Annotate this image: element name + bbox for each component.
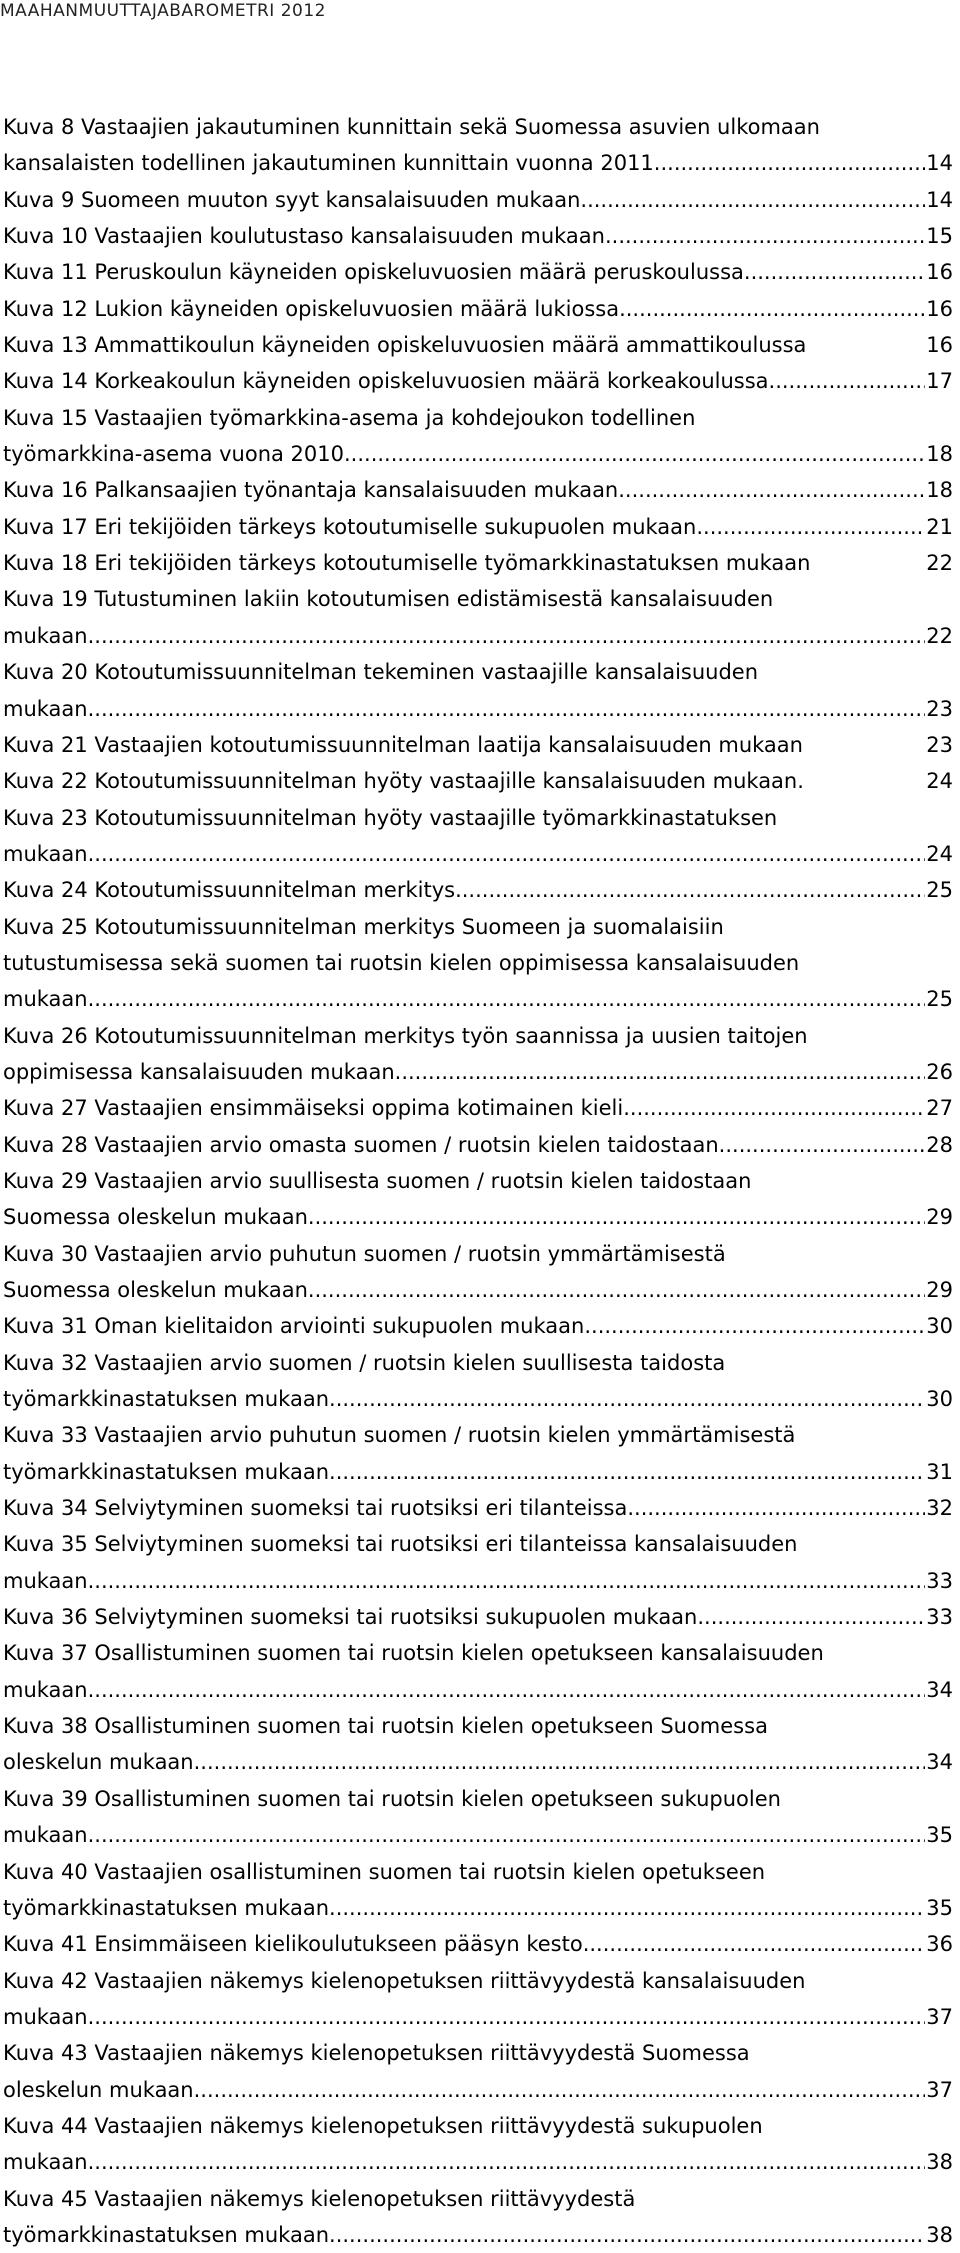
table-of-figures (3, 109, 953, 2253)
toc-page-number[interactable]: 32 (926, 1496, 953, 1521)
toc-entry-title: Kuva 25 Kotoutumissuunnitelman merkitys Suomeen ja suomalaisiin (3, 914, 724, 939)
dot-leader (88, 2144, 926, 2180)
running-header: MAAHANMUUTTAJABAROMETRI 2012 (0, 1, 326, 21)
toc-entry-line (3, 254, 953, 290)
dot-leader (308, 1199, 925, 1235)
toc-entry-line (3, 1599, 953, 1635)
toc-entry-title: Kuva 17 Eri tekijöiden tärkeys kotoutumiselle sukupuolen mukaan (3, 514, 697, 539)
toc-entry-line (3, 1090, 953, 1126)
toc-entry[interactable] (3, 400, 953, 473)
toc-page-number[interactable]: 15 (926, 224, 953, 249)
toc-entry-line (3, 581, 953, 617)
toc-entry-line (3, 618, 953, 654)
toc-entry-line (3, 1417, 953, 1453)
toc-entry-line (3, 327, 953, 363)
toc-page-number[interactable]: 16 (926, 296, 953, 321)
toc-entry-title: työmarkkinastatuksen mukaan (3, 1387, 330, 1412)
toc-entry[interactable] (3, 509, 953, 545)
dot-leader (619, 291, 925, 327)
toc-page-number[interactable]: 37 (926, 2004, 953, 2029)
toc-entry-title: Kuva 14 Korkeakoulun käyneiden opiskeluvuosien määrä korkeakoulussa (3, 369, 769, 394)
toc-entry-title: Kuva 20 Kotoutumissuunnitelman tekeminen vastaajille kansalaisuuden (3, 660, 759, 685)
toc-entry-line (3, 1236, 953, 1272)
toc-entry[interactable] (3, 254, 953, 290)
dot-leader (719, 1127, 926, 1163)
toc-entry-line (3, 909, 953, 945)
toc-page-number[interactable]: 16 (926, 260, 953, 285)
toc-page-number[interactable]: 14 (926, 187, 953, 212)
toc-entry[interactable] (3, 327, 953, 363)
toc-entry-title: Kuva 23 Kotoutumissuunnitelman hyöty vastaajille työmarkkinastatuksen (3, 805, 778, 830)
dot-leader (583, 1926, 926, 1962)
toc-entry[interactable] (3, 872, 953, 908)
toc-entry[interactable] (3, 1236, 953, 1309)
dot-leader (395, 1054, 926, 1090)
toc-page-number[interactable]: 33 (926, 1605, 953, 1630)
toc-entry-title: työmarkkinastatuksen mukaan (3, 1895, 330, 1920)
toc-entry-line (3, 763, 953, 799)
toc-entry-line (3, 1454, 953, 1490)
dot-leader (308, 1272, 925, 1308)
toc-entry-line (3, 1381, 953, 1417)
toc-entry-line (3, 291, 953, 327)
dot-leader (329, 1890, 925, 1926)
dot-leader (769, 363, 926, 399)
toc-entry-title: mukaan (3, 1677, 88, 1702)
toc-entry-title: Kuva 33 Vastaajien arvio puhutun suomen / ruotsin kielen ymmärtämisestä (3, 1423, 796, 1448)
dot-leader (88, 1672, 926, 1708)
toc-entry-title: Kuva 35 Selviytyminen suomeksi tai ruotsiksi eri tilanteissa kansalaisuuden (3, 1532, 798, 1557)
toc-entry-line (3, 1744, 953, 1780)
toc-entry[interactable] (3, 218, 953, 254)
toc-entry[interactable] (3, 1308, 953, 1344)
toc-entry-line (3, 1272, 953, 1308)
toc-entry[interactable] (3, 763, 953, 799)
toc-entry-line (3, 1018, 953, 1054)
toc-entry-line (3, 1308, 953, 1344)
toc-page-number[interactable]: 30 (926, 1387, 953, 1412)
toc-entry-title: Kuva 32 Vastaajien arvio suomen / ruotsin kielen suullisesta taidosta (3, 1350, 726, 1375)
toc-page-number[interactable]: 21 (926, 514, 953, 539)
toc-page-number[interactable]: 35 (926, 1823, 953, 1848)
toc-entry[interactable] (3, 1345, 953, 1418)
toc-entry[interactable] (3, 363, 953, 399)
toc-entry-title: mukaan (3, 2150, 88, 2175)
toc-entry-title: mukaan (3, 841, 88, 866)
toc-entry-line (3, 691, 953, 727)
toc-page-number[interactable]: 38 (926, 2222, 953, 2247)
toc-entry-title: Kuva 22 Kotoutumissuunnitelman hyöty vastaajille kansalaisuuden mukaan. (3, 769, 804, 794)
toc-page-number[interactable]: 38 (926, 2150, 953, 2175)
toc-entry[interactable] (3, 1127, 953, 1163)
toc-entry-line (3, 1781, 953, 1817)
toc-entry-line (3, 2035, 953, 2071)
toc-entry-title: mukaan (3, 2004, 88, 2029)
toc-entry-line (3, 1963, 953, 1999)
toc-entry[interactable] (3, 1708, 953, 1781)
toc-entry-title: Kuva 21 Vastaajien kotoutumissuunnitelman laatija kansalaisuuden mukaan (3, 732, 803, 757)
toc-entry-title: Kuva 18 Eri tekijöiden tärkeys kotoutumiselle työmarkkinastatuksen mukaan (3, 551, 811, 576)
toc-entry-title: mukaan (3, 1823, 88, 1848)
toc-page-number[interactable]: 29 (926, 1278, 953, 1302)
toc-entry[interactable] (3, 1018, 953, 1091)
toc-entry-title: mukaan (3, 987, 88, 1012)
toc-page-number[interactable]: 27 (926, 1096, 953, 1121)
toc-entry-line (3, 1854, 953, 1890)
toc-entry-title: Kuva 27 Vastaajien ensimmäiseksi oppima kotimainen kieli (3, 1096, 624, 1121)
toc-entry-title: Kuva 19 Tutustuminen lakiin kotoutumisen edistämisestä kansalaisuuden (3, 587, 774, 612)
toc-entry-line (3, 2108, 953, 2144)
toc-entry-title: Suomessa oleskelun mukaan (3, 1205, 308, 1230)
toc-entry[interactable] (3, 1163, 953, 1236)
dot-leader (455, 872, 925, 908)
toc-entry-line (3, 2217, 953, 2253)
toc-page-number[interactable]: 34 (926, 1750, 953, 1775)
toc-page-number[interactable]: 28 (926, 1132, 953, 1157)
toc-entry-line (3, 1345, 953, 1381)
toc-entry-line (3, 545, 953, 581)
toc-entry[interactable] (3, 182, 953, 218)
toc-entry-line (3, 1163, 953, 1199)
toc-entry[interactable] (3, 727, 953, 763)
toc-entry-line (3, 218, 953, 254)
toc-entry[interactable] (3, 1635, 953, 1708)
toc-entry-title: Kuva 12 Lukion käyneiden opiskeluvuosien määrä lukiossa (3, 296, 620, 321)
toc-entry-line (3, 1054, 953, 1090)
toc-entry[interactable] (3, 1490, 953, 1526)
dot-leader (654, 145, 925, 181)
toc-entry-line (3, 800, 953, 836)
toc-entry[interactable] (3, 800, 953, 873)
toc-entry-line (3, 1490, 953, 1526)
dot-leader (194, 2072, 926, 2108)
toc-entry-title: Kuva 9 Suomeen muuton syyt kansalaisuuden mukaan (3, 187, 581, 212)
toc-page-number[interactable]: 23 (926, 696, 953, 721)
toc-entry-title: Kuva 30 Vastaajien arvio puhutun suomen / ruotsin ymmärtämisestä (3, 1241, 726, 1266)
toc-entry[interactable] (3, 1963, 953, 2036)
toc-entry-title: oppimisessa kansalaisuuden mukaan (3, 1059, 395, 1084)
toc-entry-line (3, 836, 953, 872)
toc-entry-title: oleskelun mukaan (3, 1750, 194, 1775)
toc-page-number[interactable]: 35 (926, 1895, 953, 1920)
toc-page-number[interactable]: 16 (926, 333, 953, 358)
toc-page-number[interactable]: 36 (926, 1932, 953, 1957)
toc-entry-line (3, 1708, 953, 1744)
toc-entry-title: Kuva 44 Vastaajien näkemys kielenopetuksen riittävyydestä sukupuolen (3, 2113, 763, 2138)
toc-entry[interactable] (3, 2108, 953, 2181)
toc-entry-line (3, 436, 953, 472)
dot-leader (88, 981, 926, 1017)
toc-page-number[interactable]: 22 (926, 551, 953, 576)
dot-leader (194, 1744, 926, 1780)
toc-entry-line (3, 1563, 953, 1599)
toc-entry[interactable] (3, 109, 953, 182)
toc-page-number[interactable]: 18 (926, 442, 953, 467)
toc-page-number[interactable]: 23 (926, 732, 953, 757)
toc-entry-line (3, 945, 953, 981)
toc-page-number[interactable]: 24 (926, 769, 953, 794)
dot-leader (627, 1490, 925, 1526)
toc-entry[interactable] (3, 1599, 953, 1635)
toc-page-number[interactable]: 17 (926, 369, 953, 394)
toc-entry-line (3, 400, 953, 436)
dot-leader (329, 1454, 925, 1490)
toc-entry-title: tutustumisessa sekä suomen tai ruotsin kielen oppimisessa kansalaisuuden (3, 950, 800, 975)
toc-entry-line (3, 1926, 953, 1962)
toc-page-number[interactable]: 34 (926, 1677, 953, 1702)
toc-page-number[interactable]: 24 (926, 841, 953, 866)
toc-entry-line (3, 363, 953, 399)
toc-entry[interactable] (3, 909, 953, 1018)
toc-entry-title: Kuva 42 Vastaajien näkemys kielenopetuksen riittävyydestä kansalaisuuden (3, 1968, 806, 1993)
toc-entry-line (3, 2181, 953, 2217)
toc-page-number[interactable]: 31 (926, 1459, 953, 1484)
toc-entry-title: Kuva 13 Ammattikoulun käyneiden opiskeluvuosien määrä ammattikoulussa (3, 333, 807, 358)
toc-page-number[interactable]: 30 (926, 1314, 953, 1339)
toc-entry-line (3, 1672, 953, 1708)
toc-entry-line (3, 981, 953, 1017)
toc-entry-line (3, 1199, 953, 1235)
dot-leader (744, 254, 925, 290)
toc-entry[interactable] (3, 654, 953, 727)
toc-entry-title: Kuva 40 Vastaajien osallistuminen suomen tai ruotsin kielen opetukseen (3, 1859, 766, 1884)
toc-entry-title: Kuva 45 Vastaajien näkemys kielenopetuksen riittävyydestä (3, 2186, 636, 2211)
toc-page-number[interactable]: 29 (926, 1205, 953, 1230)
dot-leader (580, 182, 925, 218)
toc-entry-title: Kuva 28 Vastaajien arvio omasta suomen / ruotsin kielen taidostaan (3, 1132, 719, 1157)
toc-entry-line (3, 872, 953, 908)
toc-entry-title: mukaan (3, 696, 88, 721)
dot-leader (329, 1381, 925, 1417)
toc-entry-line (3, 109, 953, 145)
toc-entry[interactable] (3, 291, 953, 327)
toc-entry-line (3, 1817, 953, 1853)
toc-entry-line (3, 145, 953, 181)
dot-leader (618, 472, 925, 508)
toc-entry[interactable] (3, 1090, 953, 1126)
toc-entry-title: mukaan (3, 1568, 88, 1593)
toc-entry[interactable] (3, 1781, 953, 1854)
toc-entry-title: työmarkkina-asema vuona 2010 (3, 442, 344, 467)
dot-leader (344, 436, 925, 472)
toc-entry-title: Kuva 41 Ensimmäiseen kielikoulutukseen pääsyn kesto (3, 1932, 583, 1957)
dot-leader (696, 509, 925, 545)
toc-entry-title: Kuva 8 Vastaajien jakautuminen kunnittain sekä Suomessa asuvien ulkomaan (3, 115, 820, 139)
toc-entry-title: Suomessa oleskelun mukaan (3, 1278, 308, 1302)
toc-entry[interactable] (3, 2181, 953, 2253)
dot-leader (88, 1817, 926, 1853)
toc-entry-title: Kuva 34 Selviytyminen suomeksi tai ruotsiksi eri tilanteissa (3, 1496, 628, 1521)
toc-entry[interactable] (3, 472, 953, 508)
toc-entry-title: Kuva 16 Palkansaajien työnantaja kansalaisuuden mukaan (3, 478, 619, 503)
dot-leader (605, 218, 925, 254)
dot-leader (88, 618, 926, 654)
toc-entry[interactable] (3, 1417, 953, 1490)
toc-entry-title: Kuva 38 Osallistuminen suomen tai ruotsin kielen opetukseen Suomessa (3, 1714, 768, 1739)
toc-entry-line (3, 727, 953, 763)
toc-entry-line (3, 1890, 953, 1926)
toc-entry-title: työmarkkinastatuksen mukaan (3, 2222, 330, 2247)
toc-page-number[interactable]: 37 (926, 2077, 953, 2102)
toc-entry-title: Kuva 11 Peruskoulun käyneiden opiskeluvuosien määrä peruskoulussa (3, 260, 744, 285)
toc-entry[interactable] (3, 1854, 953, 1927)
toc-entry-title: Kuva 36 Selviytyminen suomeksi tai ruotsiksi sukupuolen mukaan (3, 1605, 698, 1630)
dot-leader (88, 691, 926, 727)
dot-leader (584, 1308, 925, 1344)
toc-page-number[interactable]: 33 (926, 1568, 953, 1593)
dot-leader (697, 1599, 925, 1635)
dot-leader (88, 1563, 926, 1599)
toc-entry-line (3, 472, 953, 508)
toc-entry-title: Kuva 39 Osallistuminen suomen tai ruotsin kielen opetukseen sukupuolen (3, 1786, 781, 1811)
toc-entry-line (3, 1127, 953, 1163)
toc-entry-title: Kuva 24 Kotoutumissuunnitelman merkitys (3, 878, 456, 903)
toc-entry-line (3, 2072, 953, 2108)
toc-entry-title: oleskelun mukaan (3, 2077, 194, 2102)
toc-entry-title: Kuva 29 Vastaajien arvio suullisesta suomen / ruotsin kielen taidostaan (3, 1168, 752, 1193)
toc-entry-title: Kuva 10 Vastaajien koulutustaso kansalaisuuden mukaan (3, 224, 605, 249)
toc-entry[interactable] (3, 1926, 953, 1962)
toc-page-number[interactable]: 14 (926, 151, 953, 176)
toc-entry-line (3, 182, 953, 218)
toc-entry-line (3, 1999, 953, 2035)
dot-leader (88, 1999, 926, 2035)
dot-leader (88, 836, 926, 872)
dot-leader (329, 2217, 925, 2253)
toc-entry-title: mukaan (3, 623, 88, 648)
toc-entry-line (3, 1526, 953, 1562)
toc-page-number[interactable]: 18 (926, 478, 953, 503)
toc-entry-title: työmarkkinastatuksen mukaan (3, 1459, 330, 1484)
toc-page-number[interactable]: 25 (926, 987, 953, 1012)
toc-entry-line (3, 654, 953, 690)
toc-page-number[interactable]: 22 (926, 623, 953, 648)
toc-entry-title: Kuva 26 Kotoutumissuunnitelman merkitys työn saannissa ja uusien taitojen (3, 1023, 808, 1048)
toc-entry-line (3, 2144, 953, 2180)
toc-entry-title: Kuva 43 Vastaajien näkemys kielenopetuksen riittävyydestä Suomessa (3, 2041, 750, 2066)
toc-entry-title: kansalaisten todellinen jakautuminen kunnittain vuonna 2011 (3, 151, 654, 176)
toc-entry-line (3, 509, 953, 545)
toc-page-number[interactable]: 26 (926, 1059, 953, 1084)
toc-entry[interactable] (3, 545, 953, 581)
dot-leader (623, 1090, 925, 1126)
toc-page-number[interactable]: 25 (926, 878, 953, 903)
toc-entry-title: Kuva 31 Oman kielitaidon arviointi sukupuolen mukaan (3, 1314, 585, 1339)
toc-entry-title: Kuva 37 Osallistuminen suomen tai ruotsin kielen opetukseen kansalaisuuden (3, 1641, 824, 1666)
toc-entry[interactable] (3, 1526, 953, 1599)
toc-entry[interactable] (3, 2035, 953, 2108)
toc-entry-title: Kuva 15 Vastaajien työmarkkina-asema ja kohdejoukon todellinen (3, 405, 696, 430)
toc-entry-line (3, 1635, 953, 1671)
toc-entry[interactable] (3, 581, 953, 654)
